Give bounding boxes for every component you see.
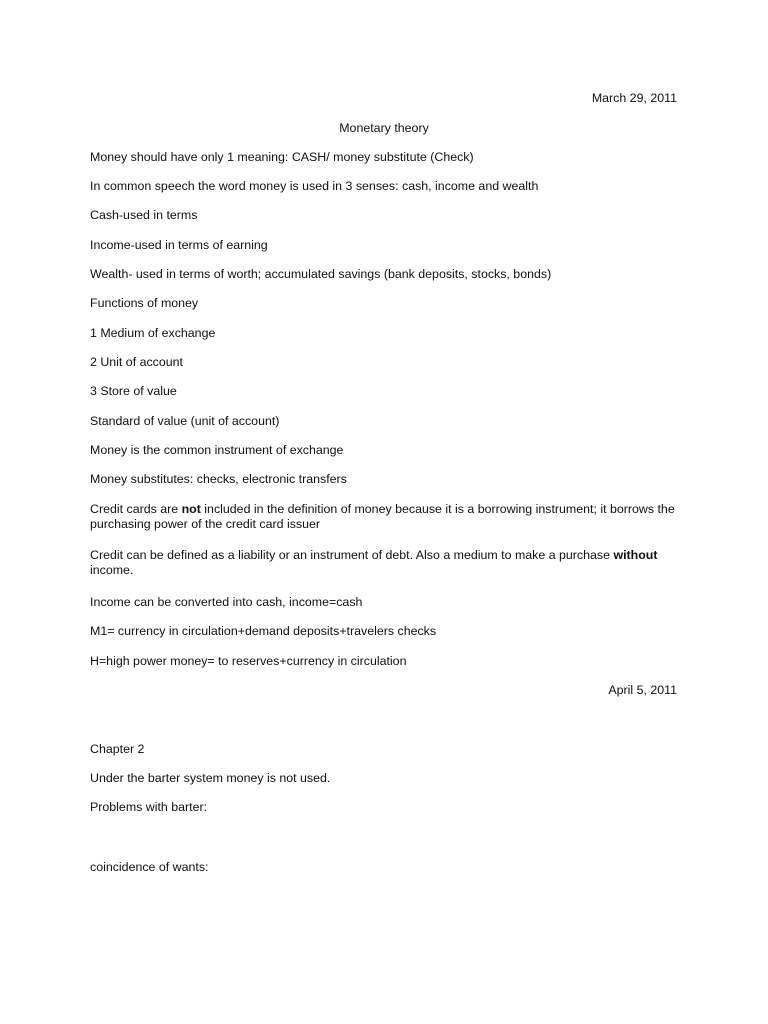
line-function-1: 1 Medium of exchange xyxy=(90,326,216,340)
page-title: Monetary theory xyxy=(339,121,429,135)
line-cash: Cash-used in terms xyxy=(90,208,198,222)
credit-cards-text-after: included in the definition of money because it is a borrowing instrument; it borrows the purchasing power of the credit card issuer xyxy=(90,502,675,531)
credit-cards-bold-word: not xyxy=(181,502,201,516)
date-march-29: March 29, 2011 xyxy=(591,91,677,105)
date-april-5: April 5, 2011 xyxy=(608,683,677,697)
line-barter-system: Under the barter system money is not used. xyxy=(90,771,331,785)
line-standard-of-value: Standard of value (unit of account) xyxy=(90,414,280,428)
line-problems-with-barter: Problems with barter: xyxy=(90,800,208,814)
line-function-3: 3 Store of value xyxy=(90,384,177,398)
credit-definition-bold-word: without xyxy=(613,548,658,562)
line-income: Income-used in terms of earning xyxy=(90,238,268,252)
line-wealth: Wealth- used in terms of worth; accumulated savings (bank deposits, stocks, bonds) xyxy=(90,267,552,281)
line-m1-definition: M1= currency in circulation+demand deposits+travelers checks xyxy=(90,624,437,638)
credit-cards-text-before: Credit cards are xyxy=(90,502,182,516)
line-income-to-cash: Income can be converted into cash, income=cash xyxy=(90,595,363,609)
line-coincidence-of-wants: coincidence of wants: xyxy=(90,860,209,874)
paragraph-credit-definition xyxy=(90,548,690,578)
credit-definition-text-before: Credit can be defined as a liability or an instrument of debt. Also a medium to make a purchase xyxy=(90,548,614,562)
line-high-power-money: H=high power money= to reserves+currency in circulation xyxy=(90,654,407,668)
chapter-heading: Chapter 2 xyxy=(90,742,145,756)
line-money-meaning: Money should have only 1 meaning: CASH/ money substitute (Check) xyxy=(90,150,474,164)
paragraph-credit-cards xyxy=(90,502,690,532)
credit-definition-text-after: income. xyxy=(90,563,134,577)
line-money-substitutes: Money substitutes: checks, electronic transfers xyxy=(90,472,347,486)
line-function-2: 2 Unit of account xyxy=(90,355,183,369)
line-functions-heading: Functions of money xyxy=(90,296,199,310)
line-common-instrument: Money is the common instrument of exchange xyxy=(90,443,344,457)
line-money-senses: In common speech the word money is used in 3 senses: cash, income and wealth xyxy=(90,179,539,193)
